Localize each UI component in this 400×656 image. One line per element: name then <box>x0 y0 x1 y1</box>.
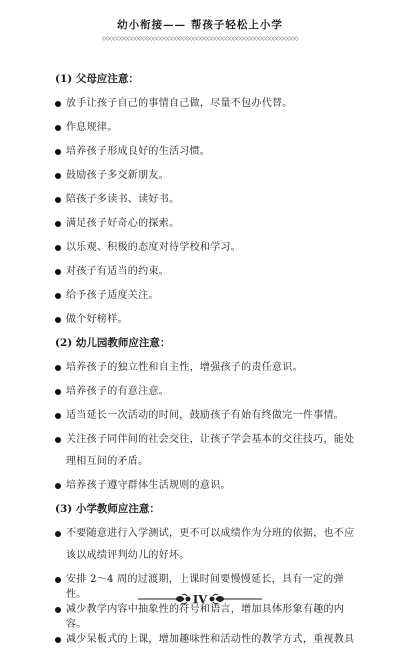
bullet-dot-icon <box>55 197 61 203</box>
list-item: 对孩子有适当的约束。 <box>55 264 355 288</box>
list-item: 鼓励孩子多交新朋友。 <box>55 168 355 192</box>
section-heading: (1) 父母应注意： <box>55 73 139 85</box>
list-item: 作息规律。 <box>55 120 355 144</box>
bullet-dot-icon <box>55 293 61 299</box>
bullet-dot-icon <box>55 607 61 613</box>
bullet-dot-icon <box>55 437 61 443</box>
bullet-dot-icon <box>55 221 61 227</box>
list-item: 减少教学内容中抽象性的符号和语言，增加具体形象有趣的内容。 <box>55 602 355 632</box>
bullet-dot-icon <box>55 149 61 155</box>
list-item: 关注孩子同伴间的社会交往，让孩子学会基本的交往技巧，能处理相互间的矛盾。 <box>55 432 355 478</box>
list-item: 做个好榜样。 <box>55 312 355 336</box>
list-item: 培养孩子的独立性和自主性，增强孩子的责任意识。 <box>55 360 355 384</box>
bullet-dot-icon <box>55 389 61 395</box>
bullet-dot-icon <box>55 365 61 371</box>
list-item: 培养孩子形成良好的生活习惯。 <box>55 144 355 168</box>
bullet-dot-icon <box>55 413 61 419</box>
list-item: 不要随意进行入学测试，更不可以成绩作为分班的依据，也不应该以成绩评判幼儿的好坏。 <box>55 526 355 572</box>
section-heading: (2) 幼儿园教师应注意： <box>55 337 171 349</box>
bullet-dot-icon <box>55 269 61 275</box>
bullet-dot-icon <box>55 125 61 131</box>
page-footer <box>0 591 400 607</box>
bullet-dot-icon <box>55 483 61 489</box>
bullet-dot-icon <box>55 637 61 643</box>
list-item: 减少呆板式的上课，增加趣味性和活动性的教学方式，重视教具 <box>55 632 355 656</box>
list-item: 适当延长一次活动的时间，鼓励孩子有始有终做完一件事情。 <box>55 408 355 432</box>
list-item: 给予孩子适度关注。 <box>55 288 355 312</box>
list-item: 陪孩子多读书、读好书。 <box>55 192 355 216</box>
bullet-dot-icon <box>55 245 61 251</box>
list-item: 培养孩子的有意注意。 <box>55 384 355 408</box>
list-item: 以乐观、积极的态度对待学校和学习。 <box>55 240 355 264</box>
bullet-dot-icon <box>55 317 61 323</box>
page-header <box>0 18 400 43</box>
section-heading: (3) 小学教师应注意： <box>55 503 160 515</box>
section-kindergarten-teachers <box>55 336 355 502</box>
page-content <box>55 72 355 656</box>
section-primary-teachers <box>55 502 355 656</box>
bullet-dot-icon <box>55 531 61 537</box>
list-item: 满足孩子好奇心的探索。 <box>55 216 355 240</box>
bullet-dot-icon <box>55 101 61 107</box>
list-item: 放手让孩子自己的事情自己做，尽量不包办代替。 <box>55 96 355 120</box>
header-ornament-divider: ◇◇◇◇◇◇◇◇◇◇◇◇◇◇◇◇◇◇◇◇◇◇◇◇◇◇◇◇◇◇◇◇◇◇◇◇◇◇◇◇◇◇◇◇◇◇◇◇◇◇◇◇◇◇ <box>101 36 298 42</box>
list-item: 安排 2～4 周的过渡期，上课时间要慢慢延长，具有一定的弹性。 <box>55 572 355 602</box>
list-item: 培养孩子遵守群体生活规则的意识。 <box>55 478 355 502</box>
running-title: 幼小衔接—— 帮孩子轻松上小学 <box>117 19 283 31</box>
page-number: IV <box>192 592 208 606</box>
bullet-dot-icon <box>55 173 61 179</box>
bullet-dot-icon <box>55 577 61 583</box>
section-parents <box>55 72 355 336</box>
